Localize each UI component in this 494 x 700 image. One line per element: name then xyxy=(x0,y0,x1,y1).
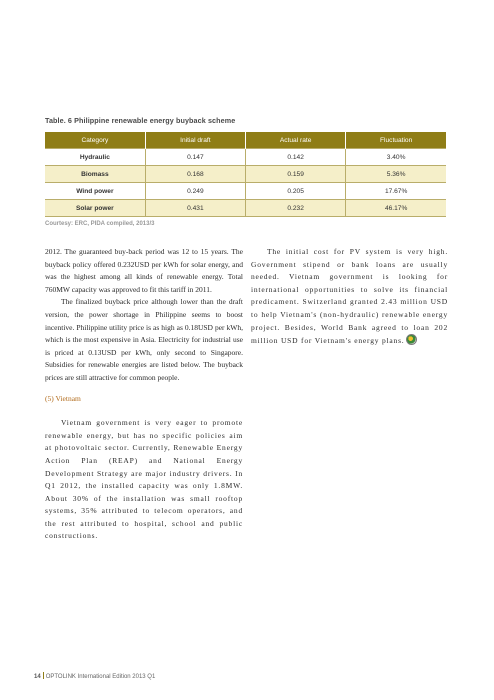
body-paragraph xyxy=(251,246,448,348)
header-initial-draft: Initial draft xyxy=(145,132,245,149)
cell-fluctuation: 5.36% xyxy=(346,166,446,183)
cell-initial-draft: 0.147 xyxy=(145,149,245,166)
cell-fluctuation: 3.40% xyxy=(346,149,446,166)
cell-category: Biomass xyxy=(45,166,145,183)
table-row xyxy=(45,183,446,200)
right-text-column xyxy=(251,246,448,348)
plant-globe-icon xyxy=(406,334,417,345)
body-paragraph: Vietnam government is very eager to promote renewable energy, but has no specific policies aim at photovoltaic sector. Currently, Renewable Energy Action Plan (REAP) and National Energy Development Strategy are major industry drivers. In Q1 2012, the installed capacity was only 1.8MW. About 30% of the installation was small rooftop systems, 35% attributed to telecom operators, and the rest attributed to hospital, school and public constructions. xyxy=(45,418,243,541)
header-fluctuation: Fluctuation xyxy=(346,132,446,149)
footer-divider xyxy=(43,672,44,679)
cell-category: Hydraulic xyxy=(45,149,145,166)
cell-initial-draft: 0.431 xyxy=(145,200,245,217)
cell-fluctuation: 17.67% xyxy=(346,183,446,200)
cell-category: Solar power xyxy=(45,200,145,217)
cell-fluctuation: 46.17% xyxy=(346,200,446,217)
publication-name: OPTOLINK International Edition 2013 Q1 xyxy=(45,674,156,680)
table-header-row xyxy=(45,132,446,149)
cell-initial-draft: 0.168 xyxy=(145,166,245,183)
body-paragraph: The finalized buyback price although lower than the draft version, the power shortage in Philippine seems to boost incentive. Philippine utility price is as high as 0.18USD per kWh, which is the most expensive in Asia. Electricity for industrial use is priced at 0.13USD per kWh, only second to Singapore. Subsidies for renewable energies are listed below. The buyback prices are still attractive for common people. xyxy=(45,297,243,382)
body-paragraph-text: The initial cost for PV system is very high. Government stipend or bank loans are usually needed. Vietnam government is looking for international opportunities to solve its financial predicament. Switzerland granted 2.43 million USD to help Vietnam's (non-hydraulic) renewable energy project. Besides, World Bank agreed to loan 202 million USD for Vietnam's energy plans. xyxy=(251,247,448,346)
page-footer xyxy=(34,672,155,680)
table-row xyxy=(45,200,446,217)
page-number: 14 xyxy=(34,674,41,680)
section-heading: (5) Vietnam xyxy=(45,393,81,403)
body-paragraph: 2012. The guaranteed buy-back period was 12 to 15 years. The buyback policy offered 0.232USD per kWh for solar energy, and was the highest among all kinds of renewable energy. Total 760MW capacity was approved to fit this tariff in 2011. xyxy=(45,247,243,294)
header-actual-rate: Actual rate xyxy=(246,132,346,149)
table-row xyxy=(45,166,446,183)
table-caption: Table. 6 Philippine renewable energy buyback scheme xyxy=(45,116,236,125)
cell-actual-rate: 0.205 xyxy=(246,183,346,200)
buyback-table xyxy=(45,132,446,217)
cell-category: Wind power xyxy=(45,183,145,200)
cell-actual-rate: 0.159 xyxy=(246,166,346,183)
cell-initial-draft: 0.249 xyxy=(145,183,245,200)
table-row xyxy=(45,149,446,166)
header-category: Category xyxy=(45,132,145,149)
left-text-column xyxy=(45,246,243,543)
table-source-note: Courtesy: ERC, PIDA compiled, 2013/3 xyxy=(45,221,155,227)
cell-actual-rate: 0.232 xyxy=(246,200,346,217)
cell-actual-rate: 0.142 xyxy=(246,149,346,166)
